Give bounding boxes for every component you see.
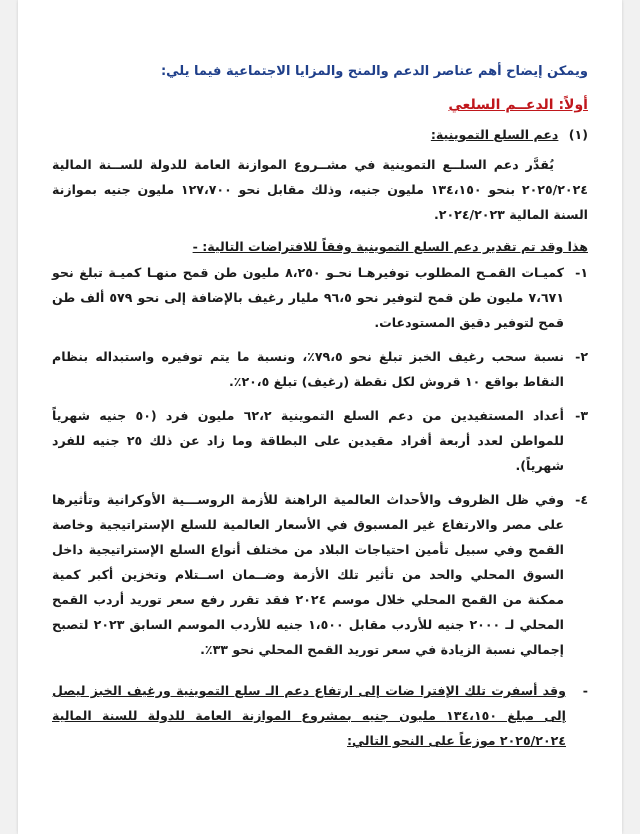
section-heading: أولاً: الدعــم السلعي [448,97,588,113]
conclusion-bullet: - [582,683,588,698]
list-item-text: أعداد المستفيدين من دعم السلع التموينية ٦٢،٢ مليون فرد (٥٠ جنيه شهرياً للمواطن لعدد أربعة أفراد مقيدين على البطاقة وما زاد عن ذلك ٢٥ جنيه للفرد شهرياً). [52,408,565,473]
sub-heading [52,127,588,142]
conclusion-text: وقد أسفرت تلك الإفترا ضات إلى ارتفاع دعم الـ سلع التموينية ورغيف الخبز ليصل إلى مبلغ ١٣٤،١٥٠ مليون جنيه بمشروع الموازنة العامة للدولة للسنة المالية ٢٠٢٥/٢٠٢٤ موزعاً على النحو التالي: [52,683,566,748]
list-item [52,403,588,478]
list-item-text: وفي ظل الظروف والأحداث العالمية الراهنة للأزمة الروســـية الأوكرانية وتأثيرها على مصر والارتفاع غير المسبوق في الأسعار العالمية للسلع الإستراتيجية وخاصة القمح وفي سبيل تأمين احتياجات البلاد من مختلف أنواع السلع الإستراتيجية داخل السوق المحلي والحد من تأثير تلك الأزمة وضــمان اســتلام وتخزين أكبر كمية ممكنة من القمح المحلي خلال موسم ٢٠٢٤ فقد تقرر رفع سعر توريد أردب القمح المحلي لـ ٢٠٠٠ جنيه للأردب مقابل ١،٥٠٠ جنيه للأردب الموسم السابق ٢٠٢٣ لتصبح إجمالي نسبة الزيادة في سعر توريد القمح المحلي نحو ٣٣٪. [52,492,564,657]
list-item-number: ٢- [575,349,588,364]
list-item [52,344,588,394]
document-page [18,0,622,834]
list-item-number: ١- [575,265,588,280]
intro-paragraph: يُقدَّر دعم السلــع التموينية في مشــروع الموازنة العامة للدولة للســنة المالية ٢٠٢٥/٢٠٢٤ بنحو ١٣٤،١٥٠ مليون جنيه، وذلك مقابل نحو ١٢٧،٧٠٠ مليون جنيه بموازنة السنة المالية ٢٠٢٤/٢٠٢٣. [52,157,588,222]
list-item-number: ٤- [575,492,588,507]
conclusion-paragraph [52,678,588,753]
assumptions-list [52,260,588,662]
list-item [52,260,588,335]
document-content [52,64,588,753]
assumptions-heading: هذا وقد تم تقدير دعم السلع التموينية وفقاً للافتراضات التالية: - [192,239,588,254]
list-item-text: نسبة سحب رغيف الخبز تبلغ نحو ٧٩،٥٪، ونسبة ما يتم توفيره واستبداله بنظام النقاط بواقع ١٠ قروش لكل نقطة (رغيف) تبلغ ٢٠،٥٪. [52,349,564,389]
list-item [52,487,588,662]
list-item-text: كميـات القمـح المطلوب توفيرهـا نحـو ٨،٢٥٠ مليون طن قمح منهـا كميـة تبلغ نحو ٧،٦٧١ مليون طن قمح لتوفير نحو ٩٦،٥ مليار رغيف بالإضافة إلى نحو ٥٧٩ ألف طن قمح لتوفير دقيق المستودعات. [52,265,564,330]
sub-heading-label: دعم السلع التموينية: [430,127,559,142]
sub-heading-number: (١) [568,127,588,142]
intro-line: ويمكن إيضاح أهم عناصر الدعم والمنح والمزايا الاجتماعية فيما يلي: [160,64,588,79]
list-item-number: ٣- [575,408,588,423]
